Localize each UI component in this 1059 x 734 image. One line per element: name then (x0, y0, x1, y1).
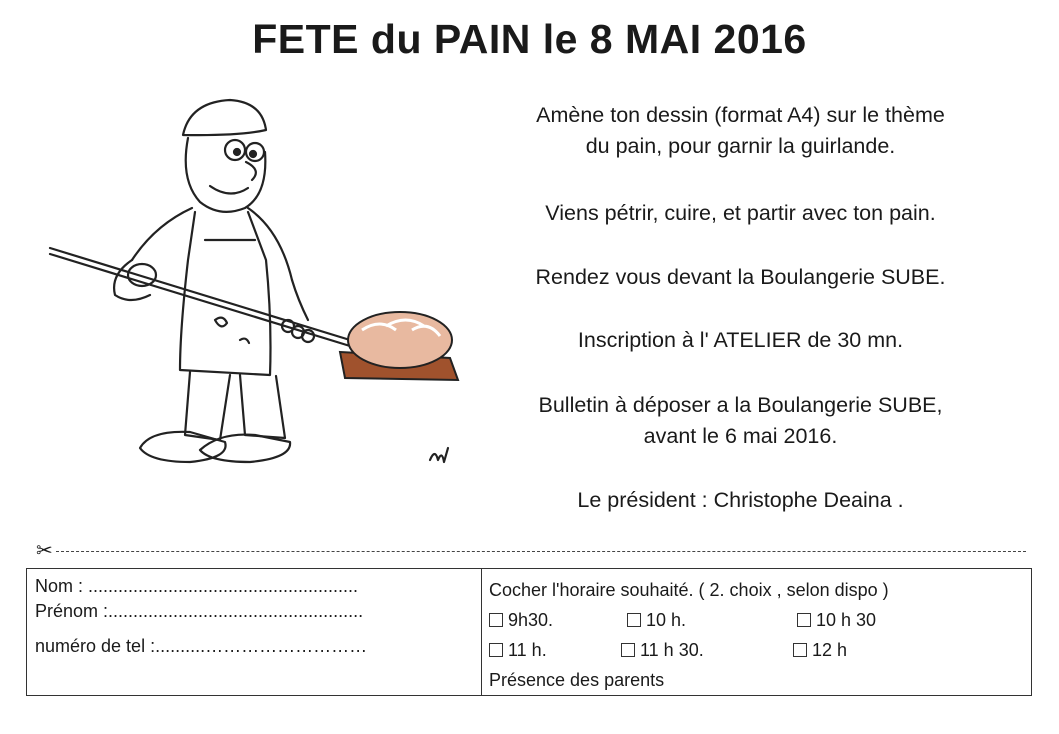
schedule-instruction: Cocher l'horaire souhaité. ( 2. choix , selon dispo ) (489, 580, 889, 600)
tel-field[interactable]: numéro de tel :..........……………………… (35, 636, 368, 656)
president-line: Le président : Christophe Deaina . (577, 488, 904, 512)
slot-checkbox[interactable]: 11 h 30. (621, 639, 704, 661)
announcement-line: du pain, pour garnir la guirlande. (585, 134, 896, 158)
announcement-line: Amène ton dessin (format A4) sur le thème (536, 103, 945, 127)
announcement-line: Viens pétrir, cuire, et partir avec ton pain. (545, 201, 936, 225)
announcement-line: avant le 6 mai 2016. (643, 424, 838, 448)
baker-illustration (40, 90, 480, 490)
identity-section (27, 569, 482, 695)
cut-line (36, 539, 1026, 563)
announcement-line: Inscription à l' ATELIER de 30 mn. (577, 328, 904, 352)
slot-checkbox[interactable]: 12 h (793, 639, 847, 661)
slot-checkbox[interactable]: 10 h. (627, 609, 686, 631)
slot-checkbox[interactable]: 10 h 30 (797, 609, 876, 631)
announcement-line: Bulletin à déposer a la Boulangerie SUBE, (538, 393, 943, 417)
scissors-icon: ✂ (36, 540, 53, 562)
presence-label: Présence des parents (489, 670, 665, 690)
registration-form (26, 568, 1032, 696)
prenom-field[interactable]: Prénom :................................................... (35, 601, 364, 621)
page-title: FETE du PAIN le 8 MAI 2016 (252, 16, 807, 62)
slot-checkbox[interactable]: 9h30. (489, 609, 553, 631)
nom-field[interactable]: Nom : ...................................................... (35, 576, 359, 596)
announcement-line: Rendez vous devant la Boulangerie SUBE. (535, 265, 946, 289)
slot-checkbox[interactable]: 11 h. (489, 639, 547, 661)
